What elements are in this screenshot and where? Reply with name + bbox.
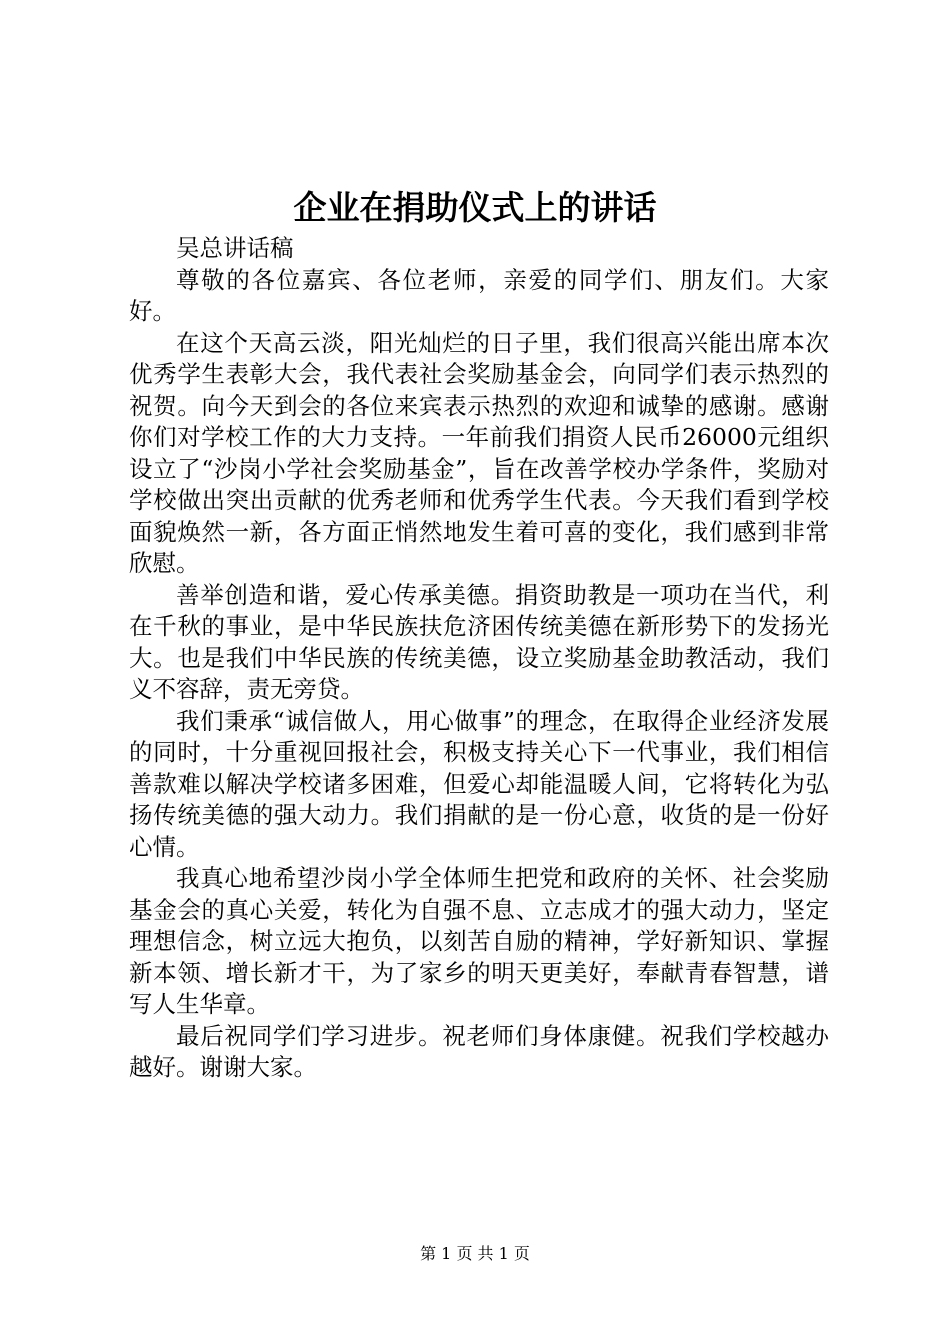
speech-subtitle: 吴总讲话稿	[176, 234, 294, 262]
body-paragraph: 善举创造和谐，爱心传承美德。捐资助教是一项功在当代，利在千秋的事业，是中华民族扶危济困传统美德在新形势下的发扬光大。也是我们中华民族的传统美德，设立奖励基金助教活动，我们义不容辞，责无旁贷。	[129, 580, 829, 703]
body-paragraph: 我真心地希望沙岗小学全体师生把党和政府的关怀、社会奖励基金会的真心关爱，转化为自强不息、立志成才的强大动力，坚定理想信念，树立远大抱负，以刻苦自励的精神，学好新知识、掌握新本领、增长新才干，为了家乡的明天更美好，奉献青春智慧，谱写人生华章。	[129, 864, 829, 1018]
document-body	[129, 233, 829, 1084]
body-paragraph: 在这个天高云淡，阳光灿烂的日子里，我们很高兴能出席本次优秀学生表彰大会，我代表社会奖励基金会，向同学们表示热烈的祝贺。向今天到会的各位来宾表示热烈的欢迎和诚挚的感谢。感谢你们对学校工作的大力支持。一年前我们捐资人民币26000元组织设立了“沙岗小学社会奖励基金”，旨在改善学校办学条件，奖励对学校做出突出贡献的优秀老师和优秀学生代表。今天我们看到学校面貌焕然一新，各方面正悄然地发生着可喜的变化，我们感到非常欣慰。	[129, 328, 829, 577]
closing-paragraph: 最后祝同学们学习进步。祝老师们身体康健。祝我们学校越办越好。谢谢大家。	[129, 1021, 829, 1081]
greeting-paragraph: 尊敬的各位嘉宾、各位老师，亲爱的同学们、朋友们。大家好。	[129, 265, 829, 325]
body-paragraph: 我们秉承“诚信做人，用心做事”的理念，在取得企业经济发展的同时，十分重视回报社会，积极支持关心下一代事业，我们相信善款难以解决学校诸多困难，但爱心却能温暖人间，它将转化为弘扬传统美德的强大动力。我们捐献的是一份心意，收货的是一份好心情。	[129, 706, 829, 861]
document-title: 企业在捐助仪式上的讲话	[293, 188, 657, 227]
page-number-footer: 第 1 页 共 1 页	[420, 1244, 530, 1263]
